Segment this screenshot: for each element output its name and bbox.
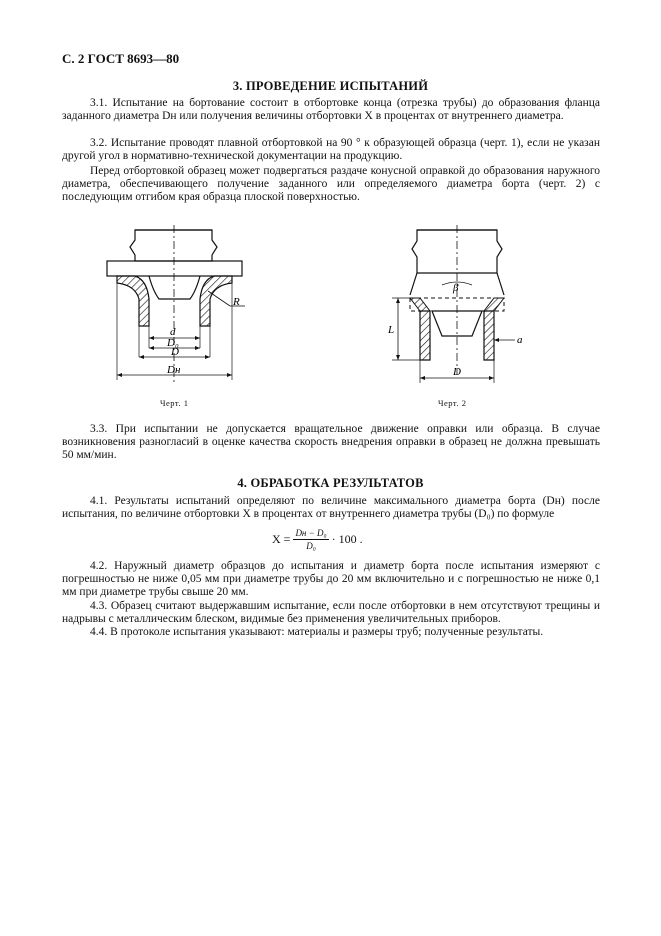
formula-numerator: Dн − D₀ [295, 528, 327, 538]
paragraph-3-2-cont: Перед отбортовкой образец может подвергаться раздаче конусной оправкой до образования наружного диаметра, обеспечивающего получение заданного или определяемого диаметра борта (черт. 2) с последующим отгибом края образца плоской поверхностью. [62, 165, 600, 204]
paragraph-4-3: 4.3. Образец считают выдержавшим испытание, если после отбортовки в нем отсутствуют трещины и надрывы с металлическим блеском, видимые без применения увеличительных приборов. [62, 600, 600, 626]
fig2-label-a: a [517, 334, 523, 346]
figure-1-caption: Черт. 1 [160, 398, 189, 408]
fig1-label-dn: Dн [167, 364, 181, 376]
paragraph-4-1: 4.1. Результаты испытаний определяют по величине максимального диаметра борта (Dн) после испытания, по величине отбортовки X в процентах от внутреннего диаметра трубы (D₀) по формуле [62, 495, 600, 521]
paragraph-4-2: 4.2. Наружный диаметр образцов до испытания и диаметр борта после испытания измеряют с погрешностью не ниже 0,05 мм при диаметре трубы до 20 мм включительно и с погрешностью не ниже 0,1 мм при диаметре трубы свыше 20 мм. [62, 560, 600, 599]
formula-fraction [293, 528, 328, 551]
fig2-label-l: L [388, 324, 395, 336]
paragraph-3-2: 3.2. Испытание проводят плавной отбортовкой на 90 ° к образующей образца (черт. 1), если не указан другой угол в нормативно-технической документации на продукцию. [62, 137, 600, 163]
formula-lhs: X = [272, 532, 291, 546]
formula-denominator: D₀ [306, 541, 316, 551]
fig2-label-beta: β [453, 282, 459, 294]
fig1-label-d: d [170, 326, 176, 338]
fig1-label-r: R [233, 296, 240, 308]
page-header: С. 2 ГОСТ 8693—80 [62, 51, 180, 66]
formula-rhs: · 100 . [331, 532, 363, 546]
section-4-title: 4. ОБРАБОТКА РЕЗУЛЬТАТОВ [237, 476, 424, 490]
fig1-label-diameter: D [171, 346, 179, 358]
figure-1-drawing [95, 225, 270, 390]
paragraph-4-4: 4.4. В протоколе испытания указывают: материалы и размеры труб; полученные результаты. [90, 626, 544, 638]
paragraph-3-3: 3.3. При испытании не допускается вращательное движение оправки или образца. В случае возникновения разногласий в оценке качества скорость внедрения оправки в образец не должна превышать 50 мм/мин. [62, 423, 600, 462]
figure-2-caption: Черт. 2 [438, 398, 467, 408]
paragraph-3-1: 3.1. Испытание на бортование состоит в отбортовке конца (отрезка трубы) до образования фланца заданного диаметра Dн или получения величины отбортовки X в процентах от внутреннего диаметра. [62, 97, 600, 123]
fig1-label-d0: D₀ [167, 337, 179, 349]
fig2-label-diameter: D [453, 366, 461, 378]
formula [272, 528, 363, 551]
section-3-title: 3. ПРОВЕДЕНИЕ ИСПЫТАНИЙ [232, 79, 429, 93]
figure-2-drawing [380, 225, 530, 390]
